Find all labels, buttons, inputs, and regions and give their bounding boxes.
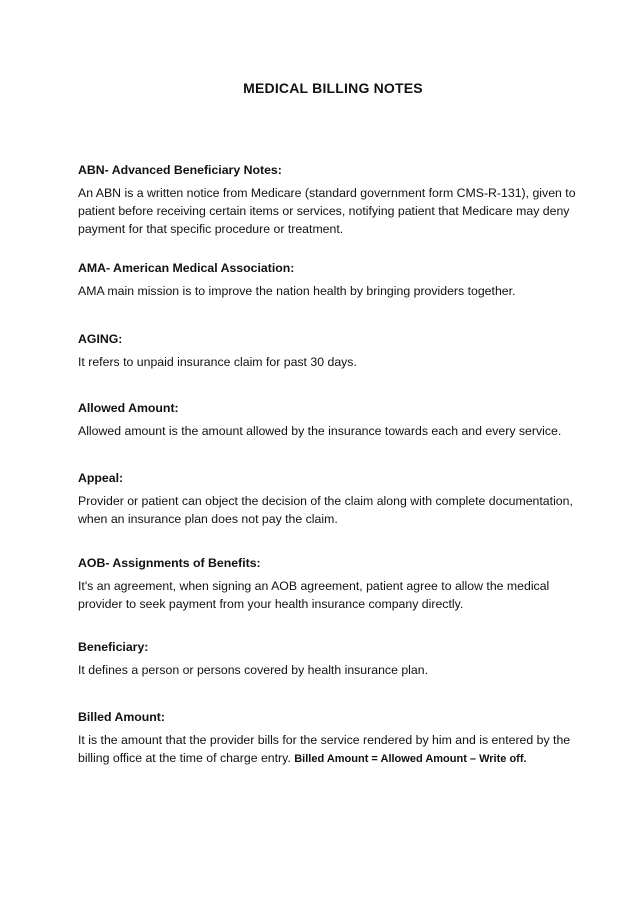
section-allowed-amount	[78, 399, 578, 440]
body-line: when an insurance plan does not pay the claim.	[78, 512, 338, 526]
section-body	[78, 282, 578, 300]
section-aging	[78, 330, 578, 371]
section-heading: Beneficiary:	[78, 640, 149, 654]
section-billed-amount	[78, 708, 578, 768]
body-line: patient before receiving certain items or services, notifying patient that Medicare may deny	[78, 204, 570, 218]
section-aob	[78, 554, 578, 613]
section-body	[78, 661, 578, 679]
body-line: It is the amount that the provider bills for the service rendered by him and is entered by the	[78, 733, 571, 747]
body-line: Allowed amount is the amount allowed by the insurance towards each and every service.	[78, 424, 562, 438]
body-text: billing office at the time of charge entry.	[78, 751, 291, 765]
section-body	[78, 353, 578, 371]
body-line: It defines a person or persons covered by health insurance plan.	[78, 663, 428, 677]
section-heading: ABN- Advanced Beneficiary Notes:	[78, 163, 282, 177]
body-line: It refers to unpaid insurance claim for past 30 days.	[78, 355, 357, 369]
section-abn	[78, 161, 578, 238]
section-ama	[78, 259, 578, 300]
section-heading: AGING:	[78, 332, 123, 346]
section-heading: AOB- Assignments of Benefits:	[78, 556, 261, 570]
body-line: It's an agreement, when signing an AOB agreement, patient agree to allow the medical	[78, 579, 550, 593]
section-beneficiary	[78, 638, 578, 679]
section-heading: AMA- American Medical Association:	[78, 261, 295, 275]
section-body	[78, 731, 578, 768]
section-body	[78, 492, 578, 528]
section-body	[78, 184, 578, 238]
body-line: AMA main mission is to improve the nation health by bringing providers together.	[78, 284, 516, 298]
section-heading: Billed Amount:	[78, 710, 165, 724]
section-heading: Appeal:	[78, 471, 124, 485]
page-title: MEDICAL BILLING NOTES	[243, 80, 423, 96]
body-line: Provider or patient can object the decision of the claim along with complete documentation,	[78, 494, 573, 508]
section-body	[78, 577, 578, 613]
billed-amount-formula: Billed Amount = Allowed Amount – Write off.	[294, 753, 527, 765]
section-heading: Allowed Amount:	[78, 401, 179, 415]
section-body	[78, 422, 578, 440]
body-line: provider to seek payment from your health insurance company directly.	[78, 597, 464, 611]
body-line: An ABN is a written notice from Medicare (standard government form CMS-R-131), given to	[78, 186, 576, 200]
section-appeal	[78, 469, 578, 528]
body-line: payment for that specific procedure or treatment.	[78, 222, 344, 236]
body-line	[78, 749, 578, 768]
